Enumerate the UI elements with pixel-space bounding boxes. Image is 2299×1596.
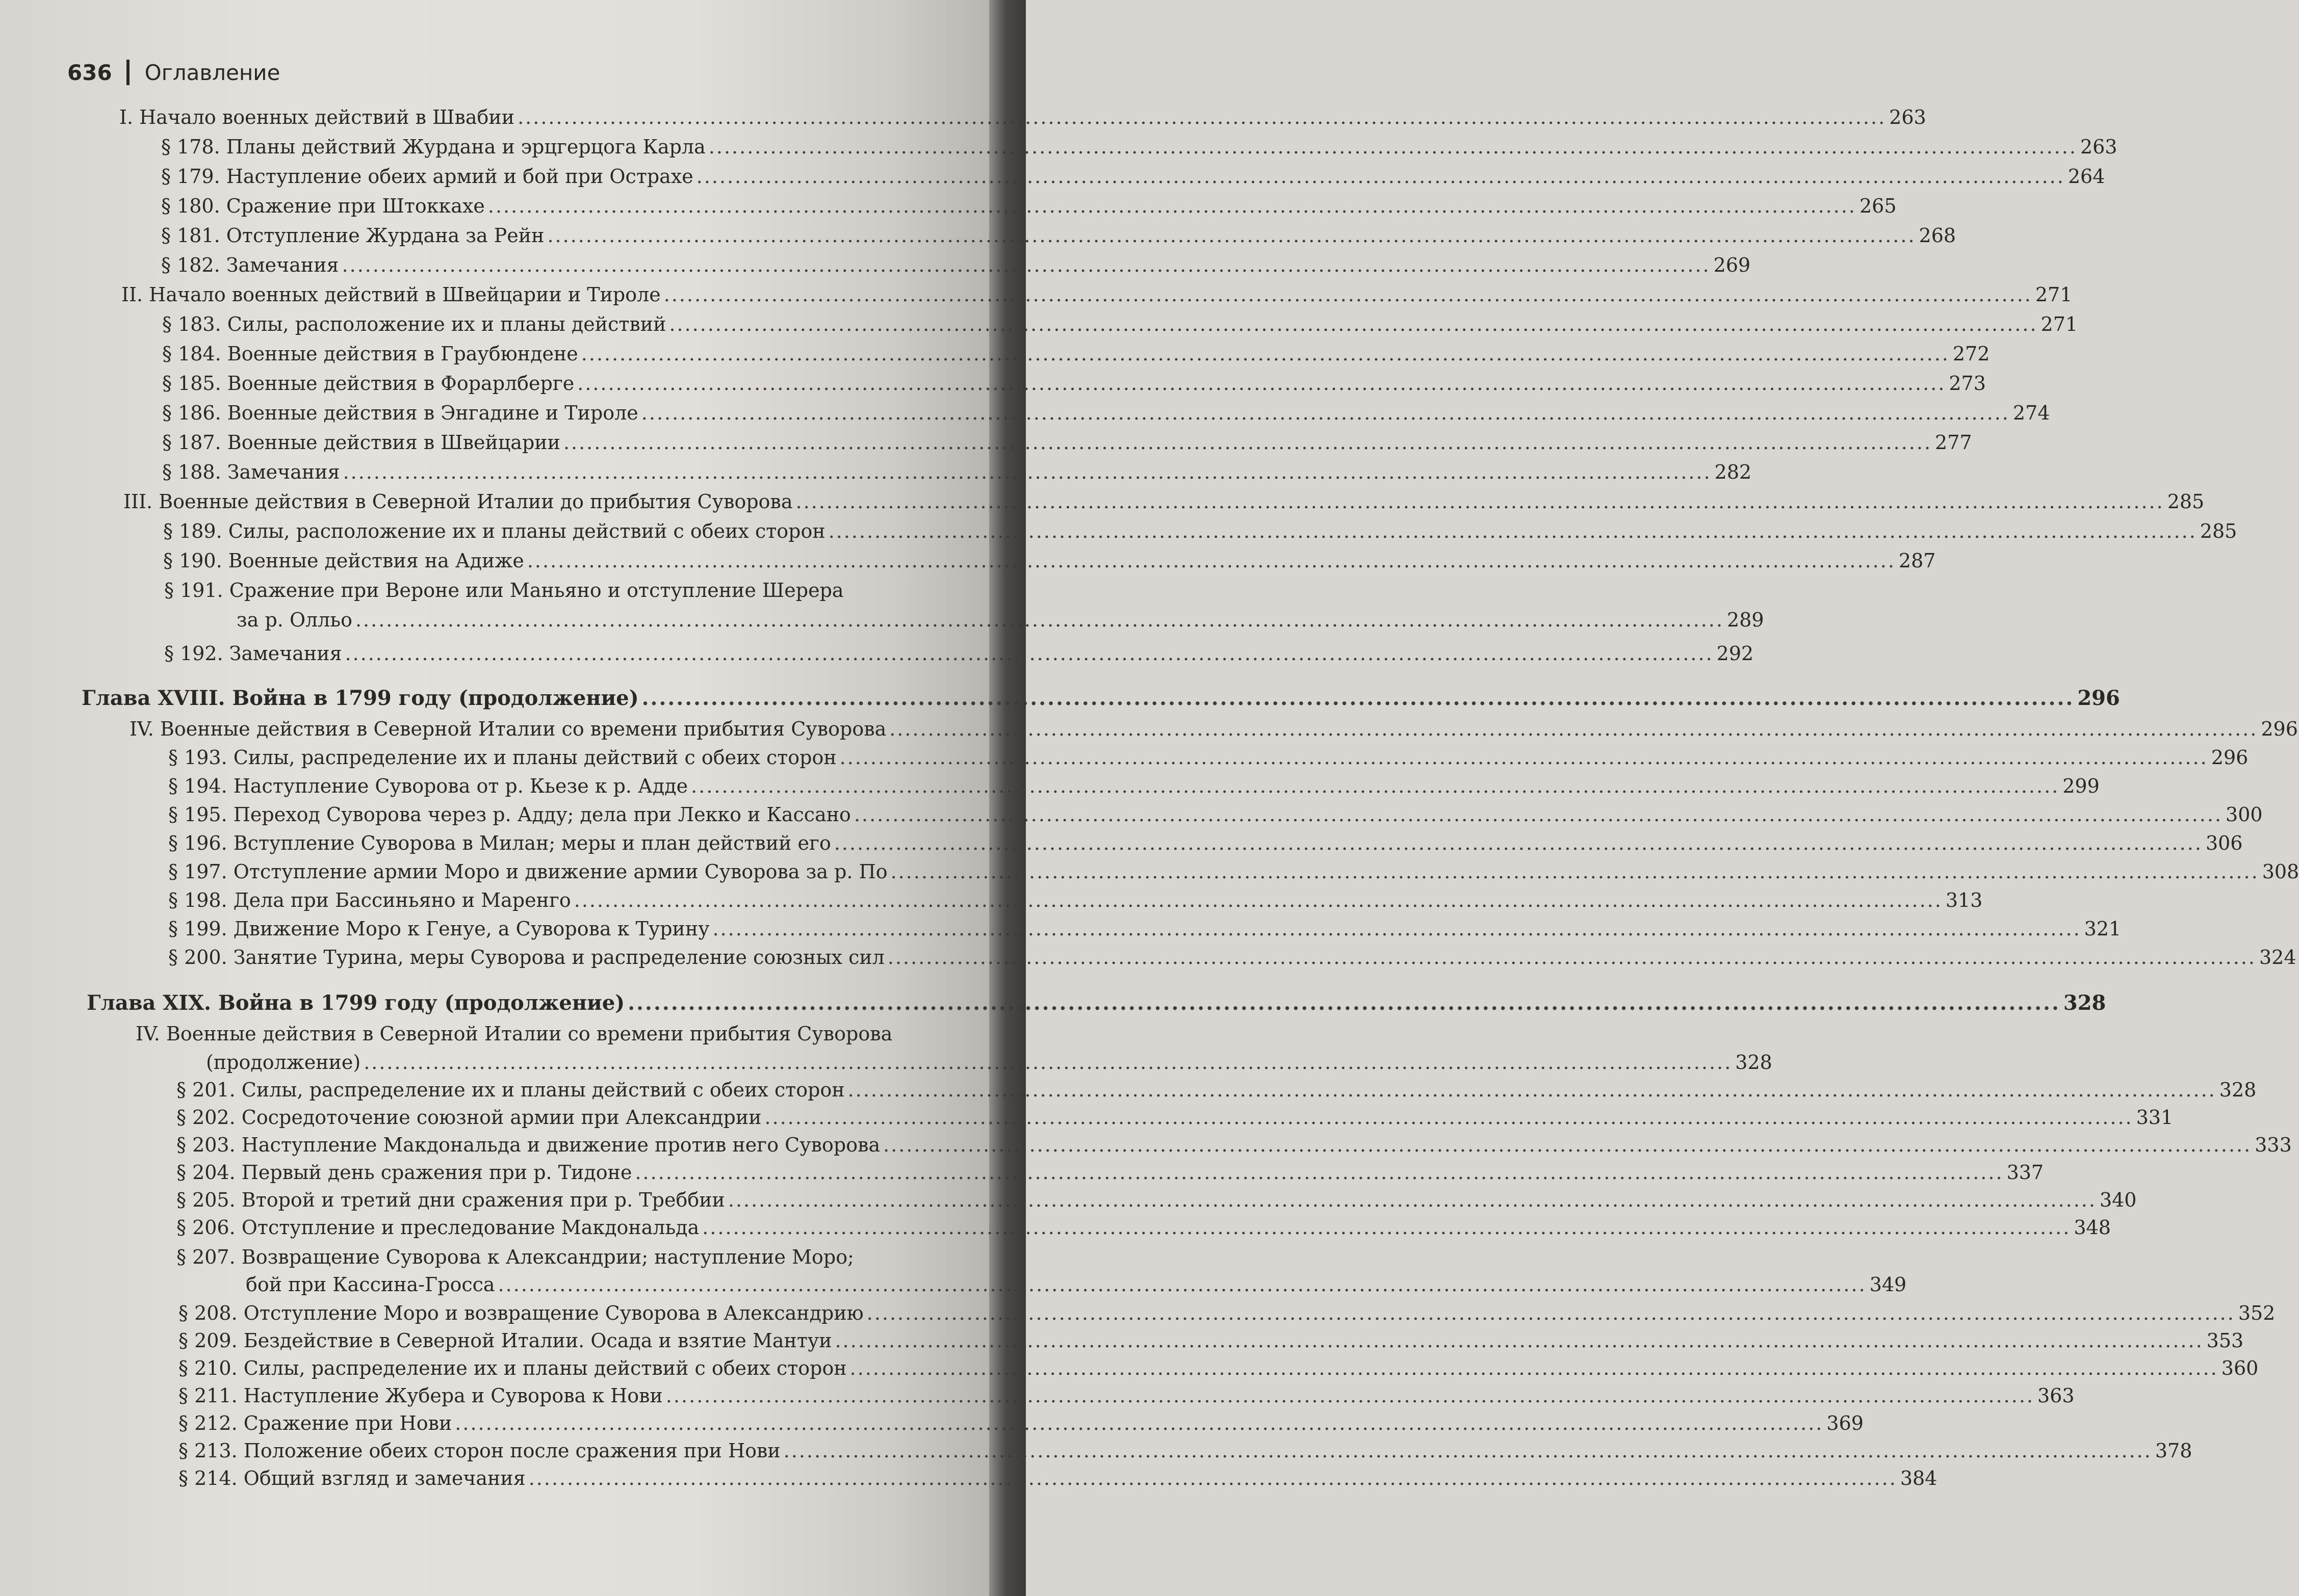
- toc-section: III. Военные действия в Северной Италии до прибытия Суворова .................................................................................................................................................................................. 285: [123, 490, 2205, 513]
- toc-entry: § 199. Движение Моро к Генуе, а Суворова к Турину .................................................................................................................................................................................. 321: [168, 918, 2122, 940]
- toc-section: I. Начало военных действий в Швабии .................................................................................................................................................................................. 263: [119, 106, 1926, 128]
- running-header: [67, 57, 280, 88]
- toc-entry: § 181. Отступление Журдана за Рейн .................................................................................................................................................................................. 268: [161, 224, 1956, 247]
- toc-entry: § 185. Военные действия в Форарлберге .................................................................................................................................................................................. 273: [162, 372, 1986, 395]
- toc-chapter: Глава XVIII. Война в 1799 году (продолжение) ...................................................................................................................................................................... 296: [82, 686, 2120, 710]
- toc-entry: § 207. Возвращение Суворова к Александрии; наступление Моро;: [176, 1246, 854, 1268]
- toc-entry: § 206. Отступление и преследование Макдональда .................................................................................................................................................................................. 348: [176, 1216, 2111, 1239]
- page-number: 636: [67, 60, 112, 85]
- toc-section: II. Начало военных действий в Швейцарии и Тироле .................................................................................................................................................................................. 271: [121, 283, 2073, 306]
- toc-section-continuation: (продолжение) .................................................................................................................................................................................. 328: [206, 1051, 1772, 1074]
- toc-entry: § 178. Планы действий Журдана и эрцгерцога Карла .................................................................................................................................................................................. 263: [161, 136, 2117, 158]
- toc-entry: § 184. Военные действия в Граубюндене .................................................................................................................................................................................. 272: [162, 343, 1990, 365]
- toc-entry: § 198. Дела при Бассиньяно и Маренго .................................................................................................................................................................................. 313: [168, 889, 1983, 911]
- toc-entry: § 190. Военные действия на Адиже .................................................................................................................................................................................. 287: [163, 550, 1936, 572]
- toc-entry: § 201. Силы, распределение их и планы действий с обеих сторон .................................................................................................................................................................................. 328: [176, 1079, 2257, 1101]
- toc-entry: § 211. Наступление Жубера и Суворова к Нови .................................................................................................................................................................................. 363: [178, 1384, 2075, 1407]
- toc-entry: § 210. Силы, распределение их и планы действий с обеих сторон .................................................................................................................................................................................. 360: [178, 1357, 2259, 1379]
- header-title: Оглавление: [144, 60, 280, 85]
- toc-entry: § 195. Переход Суворова через р. Адду; дела при Лекко и Кассано .................................................................................................................................................................................. 300: [168, 803, 2263, 826]
- toc-chapter: Глава XIX. Война в 1799 году (продолжение) ...................................................................................................................................................................... 328: [87, 991, 2106, 1015]
- toc-entry: § 193. Силы, распределение их и планы действий с обеих сторон .................................................................................................................................................................................. 296: [168, 746, 2249, 769]
- toc-entry: § 200. Занятие Турина, меры Суворова и распределение союзных сил .................................................................................................................................................................................. 324: [168, 946, 2296, 969]
- header-divider: [126, 60, 130, 85]
- toc-entry: § 213. Положение обеих сторон после сражения при Нови .................................................................................................................................................................................. 378: [178, 1440, 2192, 1462]
- toc-entry: § 208. Отступление Моро и возвращение Суворова в Александрию .................................................................................................................................................................................. 352: [178, 1302, 2276, 1324]
- toc-section: IV. Военные действия в Северной Италии со времени прибытия Суворова: [136, 1023, 893, 1045]
- toc-entry: § 192. Замечания .................................................................................................................................................................................. 292: [164, 642, 1754, 665]
- toc-entry: § 205. Второй и третий дни сражения при р. Треббии .................................................................................................................................................................................. 340: [176, 1189, 2137, 1211]
- toc-entry-continuation: бой при Кассина-Гросса .................................................................................................................................................................................. 349: [246, 1273, 1907, 1296]
- toc-entry: § 204. Первый день сражения при р. Тидоне .................................................................................................................................................................................. 337: [176, 1161, 2044, 1184]
- toc-entry: § 196. Вступление Суворова в Милан; меры и план действий его .................................................................................................................................................................................. 306: [168, 832, 2243, 854]
- toc-section: IV. Военные действия в Северной Италии со времени прибытия Суворова .................................................................................................................................................................................. 296: [130, 718, 2298, 740]
- toc-entry: § 179. Наступление обеих армий и бой при Острахе .................................................................................................................................................................................. 264: [161, 165, 2105, 188]
- toc-entry: § 180. Сражение при Штоккахе .................................................................................................................................................................................. 265: [161, 195, 1897, 217]
- toc-entry: § 202. Сосредоточение союзной армии при Александрии .................................................................................................................................................................................. 331: [176, 1106, 2174, 1129]
- toc-entry: § 203. Наступление Макдональда и движение против него Суворова .................................................................................................................................................................................. 333: [176, 1134, 2292, 1156]
- toc-entry: § 194. Наступление Суворова от р. Кьезе к р. Адде .................................................................................................................................................................................. 299: [168, 775, 2100, 797]
- toc-entry: § 183. Силы, расположение их и планы действий .................................................................................................................................................................................. 271: [162, 313, 2078, 335]
- toc-entry: § 197. Отступление армии Моро и движение армии Суворова за р. По .................................................................................................................................................................................. 308: [168, 860, 2299, 883]
- toc-entry: § 191. Сражение при Вероне или Маньяно и отступление Шерера: [164, 579, 844, 601]
- toc-entry: § 186. Военные действия в Энгадине и Тироле .................................................................................................................................................................................. 274: [162, 402, 2050, 424]
- toc-entry: § 187. Военные действия в Швейцарии .................................................................................................................................................................................. 277: [162, 431, 1972, 454]
- toc-entry: § 189. Силы, расположение их и планы действий с обеих сторон .................................................................................................................................................................................. 285: [163, 520, 2237, 542]
- toc-entry: § 212. Сражение при Нови .................................................................................................................................................................................. 369: [178, 1412, 1864, 1434]
- toc-entry: § 188. Замечания .................................................................................................................................................................................. 282: [162, 461, 1752, 483]
- toc-entry: § 209. Бездействие в Северной Италии. Осада и взятие Мантуи .................................................................................................................................................................................. 353: [178, 1329, 2244, 1352]
- toc-entry: § 214. Общий взгляд и замечания .................................................................................................................................................................................. 384: [178, 1467, 1938, 1489]
- toc-entry-continuation: за р. Олльо .................................................................................................................................................................................. 289: [237, 609, 1764, 631]
- toc-entry: § 182. Замечания .................................................................................................................................................................................. 269: [161, 254, 1751, 276]
